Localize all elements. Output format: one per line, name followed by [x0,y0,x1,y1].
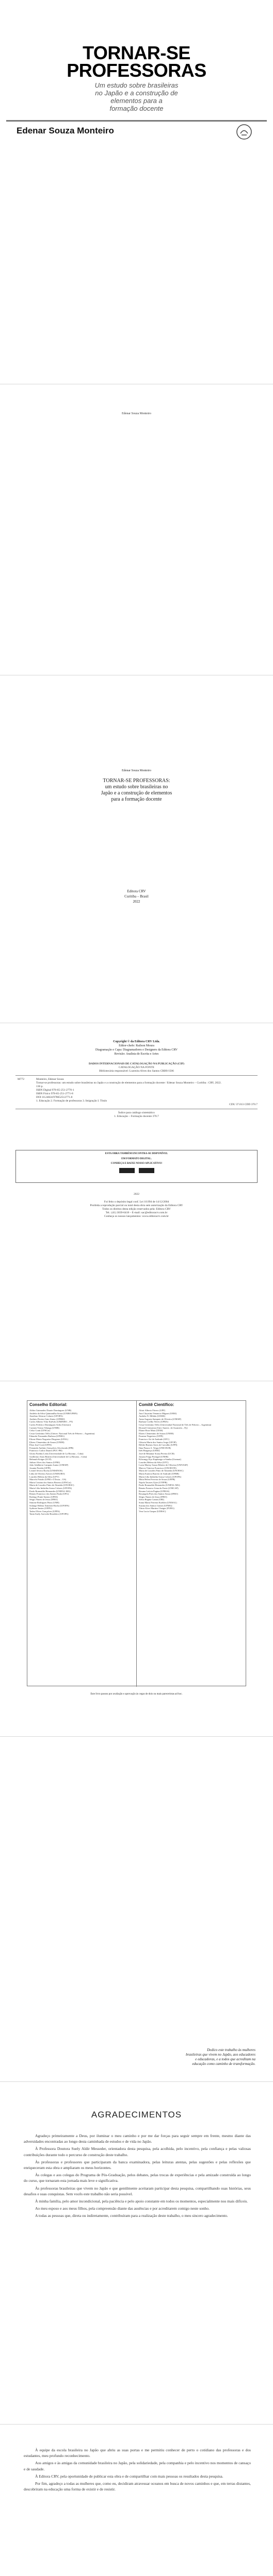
board-member-name: Carlos Federico Dominguez Avila (Unieuro) [29,1423,71,1426]
dedication-line1: Dedico este trabalho às mulheres [207,2048,255,2052]
cip-block [15,1062,258,1118]
cip-text3: 136 p. [36,1085,43,1088]
publisher-city: Curitiba – Brasil [124,894,149,899]
committee-member-name: Renata Fonseca Lima da Fonte (UNICAP) [139,1487,179,1490]
publisher-name: Editora CRV [127,889,146,893]
board-member-name: Marcelo Paixão (UFRJ e UTexas – US) [29,1478,67,1481]
review-note: Este livro passou por avaliação e aprovação às cegas de dois ou mais pareceristas ad hoc. [90,1693,183,1696]
legal-block [15,1200,258,1218]
cover-title-line1: TORNAR-SE [83,42,190,63]
acknowledgements-continued-body [24,2447,251,2494]
cover-title [6,44,267,79]
dedication-text [157,2048,255,2066]
board-member-name: Rodrigo Pratte-Santos (UFES) [29,1495,58,1498]
copyright-line3: Diagramação e Capa: Diagramadores e Designers da Editora CRV [95,1048,178,1052]
board-member-name: Maria Cristina dos Santos Bezerra (UFSCar) [29,1481,71,1484]
committee-member-name: Gláucia Maria dos Santos Jorge (UFOP) [139,1440,176,1444]
cover-subtitle-line4: formação docente [109,105,164,112]
committee-member-name: Paulo Romualdo Hernandes (UNIFAL-MG) [139,1484,180,1487]
editorial-council-names [29,1409,134,1516]
acknowledgement-paragraph: À equipe da escola brasileira no Japão que abriu as suas portas e me permitiu conhecer de perto o cotidiano das professoras e dos estudantes, meu profundo reconhecimento. [24,2448,251,2459]
cip-cdu: CDU 37.013 CDD 370.7 [229,1103,258,1106]
board-member-name: Aldira Guimarães Duarte Domínguez (UNB) [29,1409,72,1412]
publisher-block [6,889,267,904]
copyright-header [6,1040,267,1056]
digital-line2: EM FORMATO DIGITAL. [121,1157,152,1160]
board-member-name: Elizeu Clementino de Souza (UNEB) [29,1440,65,1444]
board-member-name: Eduardo Fernandes Barbosa (UFMG) [29,1435,65,1438]
cover-subtitle-line3: elementos para a [110,97,163,105]
cip-text2: Tornar-se professoras: um estudo sobre brasileiras no Japão e a construção de elementos para a formação docente / Edenar Souza Monteiro – Curitiba : CRV, 2022. [36,1081,221,1084]
acknowledgement-paragraph: À minha família, pelo amor incondicional, pela paciência e pelo apoio constante em todos os momentos, especialmente nos mais difíceis. [35,2199,248,2204]
page-separator [0,2081,273,2082]
title-page-line1: TORNAR-SE PROFESSORAS: [103,778,170,784]
committee-member-name: Sérgio Nunes de Jesus (IFRO) [139,1495,167,1498]
google-play-badge-icon[interactable] [139,1168,154,1173]
board-member-name: Solange Helena Ximenes-Rocha (UFOPA) [29,1504,69,1507]
board-member-name: Renato Francisco dos Santos Paula (UFG) [29,1493,69,1496]
board-member-name: Simone Rodrigues Pinto (UNB) [29,1501,59,1504]
digital-line3: CONHEÇA E BAIXE NOSSO APLICATIVO! [110,1162,163,1165]
dedication-line4: educação como caminho de transformação. [192,2062,255,2066]
copyright-line2: Editor-chefe: Railson Moura [119,1044,154,1047]
title-page-line3: Japão e a construção de elementos [101,790,172,796]
board-member-name: Celso Conti (UFSCar) [29,1429,51,1432]
title-page-line4: para a formação docente [111,796,162,802]
acknowledgements-continued-page [6,2432,267,2576]
cip-text1: Monteiro, Edenar Souza [36,1078,64,1081]
committee-member-name: Elizeu Clementino de Souza (UNEB) [139,1432,174,1435]
acknowledgement-paragraph: Às professoras brasileiras que vivem no Japão e que gentilmente aceitaram participar desta pesquisa, compartilhando suas histórias, seus desafios e suas conquistas. Sem vocês este trabalho não seria possível. [24,2185,251,2196]
publisher-logo-icon [236,124,252,140]
cip-title: DADOS INTERNACIONAIS DE CATALOGAÇÃO NA PUBLICAÇÃO (CIP) [89,1062,184,1065]
title-page-block [6,768,267,803]
digital-line1: ESTA OBRA TAMBÉM ENCONTRA-SE DISPONÍVEL [105,1153,168,1155]
dedication-line2: brasileiras que vivem no Japão, aos educadores [186,2053,255,2057]
board-member-name: Elione Maria Nogueira Diogenes (UFAL) [29,1437,69,1440]
title-page [6,685,267,1015]
board-member-name: Sydione Santos (UEPG) [29,1507,52,1510]
board-member-name: Jailson Alves dos Santos (UFRJ) [29,1461,60,1464]
legal-line5: Conheça os nossos lançamentos: www.editoracrv.com.br [104,1215,169,1218]
acknowledgements-title: AGRADECIMENTOS [91,2110,182,2120]
board-member-name: Gloria Fariñas León (Universidade de La Havana – Cuba) [29,1452,84,1455]
board-member-name: Francisco Carlos Duarte (PUC-PR) [29,1449,62,1452]
cover-subtitle [6,81,267,112]
board-member-name: Élsio José Corá (UFFS) [29,1444,52,1447]
committee-member-name: Anna Augusta Sampaio de Oliveira (UNESP) [139,1417,182,1420]
committee-member-name: Maria Lília Imbiriba Sousa Colares (UFOPA) [139,1475,182,1478]
committee-member-name: Kilwangy Kya Kapitango-a-Samba (Unemat) [139,1458,181,1461]
index-item: 1. Educação – Formação docente 370.7 [114,1115,159,1118]
digital-box [15,1150,258,1183]
acknowledgement-paragraph: A todas as pessoas que, direta ou indiretamente, contribuíram para a realização deste trabalho, o meu sincero agradecimento. [35,2213,228,2218]
publisher-year: 2022 [133,900,140,904]
title-page-author: Edenar Souza Monteiro [122,769,151,772]
cip-code: M772 [18,1078,25,1081]
legal-line3: Todos os direitos desta edição reservados pela: Editora CRV [102,1208,171,1211]
half-title-author: Edenar Souza Monteiro [122,412,151,415]
copyright-page [6,1030,267,1370]
acknowledgements-body [24,2133,251,2221]
board-member-name: Carmen Tereza Velanga (UNIR) [29,1426,59,1429]
index-title: Índice para catálogo sistemático [118,1111,155,1114]
committee-member-name: Jussara Fraga Portugal (UNEB) [139,1455,169,1458]
committee-member-name: Maria de Lourdes Pinto de Almeida (UNOESC) [139,1469,184,1472]
cover-page [6,4,267,365]
cip-sub: CATALOGAÇÃO NA FONTE [119,1066,154,1069]
copyright-year: 2022 [134,1193,139,1196]
committee-member-name: Ilma Passos A. Veiga (UNICEUB) [139,1446,171,1449]
board-member-name: Tania Suely Azevedo Brasileiro (UFOPA) [29,1513,69,1516]
dedication-line3: e educadoras, e a todos que acreditam na [195,2057,255,2061]
page-separator [0,1736,273,1737]
committee-member-name: Andréia N. Militão (UEMS) [139,1415,165,1418]
board-member-name: Josania Portela (UFPI) [29,1466,51,1469]
board-member-name: Maria de Lourdes Pinto de Almeida (UNOESC) [29,1484,74,1487]
cover-author: Edenar Souza Monteiro [17,126,114,135]
board-member-name: Sérgio Nunes de Jesus (IFRO) [29,1498,58,1501]
committee-member-name: Helder Buenos Aires de Carvalho (UFPI) [139,1444,178,1447]
acknowledgement-paragraph: À Editora CRV, pela oportunidade de publicar esta obra e de compartilhar com mais pessoas os resultados desta pesquisa. [35,2473,223,2479]
cip-librarian: Bibliotecária responsável: Luzenira Alves dos Santos CRB9/1506 [99,1070,174,1073]
dedication-page [6,1747,267,2066]
title-page-line2: um estudo sobre brasileiras no [105,784,168,790]
committee-member-name: Marcos Vinicius Francisco (UNOESTE) [139,1466,176,1469]
committee-member-name: Barbara Coelho Neves (UFBA) [139,1420,168,1423]
editorial-council-column [27,1401,137,1687]
scientific-committee-names [139,1409,244,1513]
cip-isbn2: ISBN Físico 978-65-251-2771-8 [36,1092,73,1095]
acknowledgement-paragraph: Aos amigos e às amigas da comunidade brasileira no Japão, pela solidariedade, pela companhia e pelo incentivo nos momentos de cansaço e de saudade. [24,2461,251,2471]
committee-member-name: Inês Bragança (UERJ) [139,1449,160,1452]
committee-member-name: Vera Lucia Gaspar (UDESC) [139,1510,166,1513]
legal-line4: Tel.: (41) 3039-6418 – E-mail: sac@editoracrv.com.br [105,1211,168,1214]
committee-member-name: Maria Eurácia Barreto de Andrade (UFRB) [139,1472,179,1476]
acknowledgement-paragraph: Às colegas e aos colegas do Programa de Pós-Graduação, pelos debates, pelas trocas de experiências e pela amizade construída ao longo do curso, que tornaram esta jornada mais leve e significativa. [24,2173,251,2183]
board-member-name: Lourdes Helena da Silva (UFV) [29,1475,59,1478]
legal-line1: Foi feito o depósito legal conf. Lei 10.994 de 14/12/2004 [104,1200,169,1204]
board-member-name: Tadeu Oliver Gonçalves (UFPA) [29,1510,60,1513]
legal-line2: Proibida a reprodução parcial ou total desta obra sem autorização da Editora CRV [90,1204,183,1207]
committee-member-name: Francisco Ari de Andrade (UFC) [139,1437,169,1440]
acknowledgement-paragraph: À Professora Doutora Suely Aldir Messeder, orientadora desta pesquisa, pela acolhida, pelo incentivo, pela confiança e pelas valiosas contribuições durante todo o percurso de construção deste trabalho. [24,2146,251,2157]
committee-member-name: Lucia Marisy Souza Ribeiro de Oliveira (UNIVASF) [139,1464,188,1467]
board-member-name: Cesar Gerónimo Tello (Univer. Nacional Três de Febrero – Argentina) [29,1432,95,1435]
cover-divider [6,120,267,122]
page-separator [0,2424,273,2425]
scientific-committee-title: Comitê Científico: [139,1402,174,1407]
acknowledgement-paragraph: Agradeço primeiramente a Deus, por iluminar o meu caminho e por me dar forças para seguir sempre em frente, mesmo diante das adversidades encontradas ao longo desta caminhada de estudos e de vida no Japão. [24,2133,251,2144]
cover-title-line2: PROFESSORAS [67,60,206,81]
acknowledgement-paragraph: Por fim, agradeço a todas as mulheres que, como eu, decidiram atravessar oceanos em busca de novos caminhos e que, em terras distantes, descobriram na educação uma forma de existir e de resistir. [24,2481,251,2492]
app-store-badge-icon[interactable] [119,1168,135,1173]
copyright-line1: Copyright © da Editora CRV Ltda. [113,1040,160,1043]
committee-member-name: Rosana Letícia Pugina (UFRGS) [139,1489,170,1493]
board-member-name: Fernando Antônio Gonçalves Alcoforado (IPB) [29,1446,74,1449]
acknowledgements-page [6,2092,267,2421]
committee-member-name: Míria Helen Ferreira de Souza (UFPB) [139,1478,175,1481]
committee-member-name: Fauston Negreiros (UFPI) [139,1435,163,1438]
committee-member-name: Cesar Gerónimo Tello (Universidad Nacional de Três de Febrero – Argentina) [139,1423,212,1426]
scientific-committee-column [137,1401,246,1687]
committee-member-name: Rosangela Pires dos Santos Souza (IFRO) [139,1493,178,1496]
acknowledgement-paragraph: Ao meu esposo e aos meus filhos, pela compreensão diante das ausências e por acreditarem comigo neste sonho. [35,2206,210,2211]
cover-subtitle-line1: Um estudo sobre brasileiras [94,81,179,89]
board-member-name: Maria Lília Imbiriba Sousa Colares (UFOPA) [29,1487,72,1490]
board-member-name: Helmuth Krüger (UCP) [29,1458,52,1461]
half-title-page [6,397,267,665]
committee-member-name: Najela Tavares Ujiie (UTFPR) [139,1481,167,1484]
editorial-council-title: Conselho Editorial: [29,1402,68,1407]
cip-isbn1: ISBN Digital 978-65-251-2770-1 [36,1089,74,1092]
acknowledgement-paragraph: Às professoras e professores que participaram da banca examinadora, pelas leituras atentas, pelas sugestões e pelas reflexões que enriqueceram esta obra e ampliaram os meus horizontes. [24,2159,251,2171]
committee-member-name: Suzana dos Santos Gomes (UFMG) [139,1504,172,1507]
committee-member-name: Altair Alberto Fávero (UPF) [139,1409,166,1412]
cip-record [15,1075,258,1109]
board-member-name: Guillermo Arias Beatón (Universidade de La Havana – Cuba) [29,1455,87,1458]
committee-member-name: Sonia Maria Ferreira Koehler (UNISAL) [139,1501,177,1504]
committee-member-name: Eliane Rose Maio (UEM) [139,1429,163,1432]
board-member-name: Lídia de Oliveira Xavier (UNIEURO) [29,1472,65,1476]
committee-member-name: Vânia Alves Martins Chaigar (FURG) [139,1507,174,1510]
committee-member-name: Diosnel Centurion (Univ Americ. de Asunción – Py) [139,1426,188,1429]
board-member-name: Carlos Alberto Vilar Estêvão (UMINHO – PT) [29,1420,73,1423]
board-member-name: Anselmo Alencar Colares (UFOPA) [29,1415,63,1418]
committee-member-name: Silvia Regina Canan (URI) [139,1498,164,1501]
board-member-name: Antônio Pereira Gaio Júnior (UFRRJ) [29,1417,65,1420]
board-member-name: Paulo Romualdo Hernandes (UNIFAL-MG) [29,1489,71,1493]
committee-member-name: Ana Chrystina Venancio Mignot (UERJ) [139,1412,177,1415]
cip-doi: DOI 10.24824/978652512771.8 [36,1096,73,1099]
committee-member-name: José de Ribamar Sousa Pereira (UCB) [139,1452,174,1455]
board-member-name: João Adalberto Campato Junior (UNESP) [29,1464,69,1467]
cip-subjects: 1. Educação 2. Formação de professoras 3. Imigração I. Título [36,1099,107,1103]
copyright-line4: Revisão: Analista de Escrita e Artes [114,1053,159,1056]
committee-member-name: Lourdes Helena da Silva (UFV) [139,1461,169,1464]
cover-subtitle-line2: no Japão e a construção de [95,89,178,97]
editorial-board-table [27,1400,246,1686]
board-member-name: Andréia da Silva Quintanilha Sousa (UNIR/UFRN) [29,1412,77,1415]
board-member-name: Leonel Severo Rocha (UNISINOS) [29,1469,62,1472]
editorial-board-page [6,1391,267,1726]
